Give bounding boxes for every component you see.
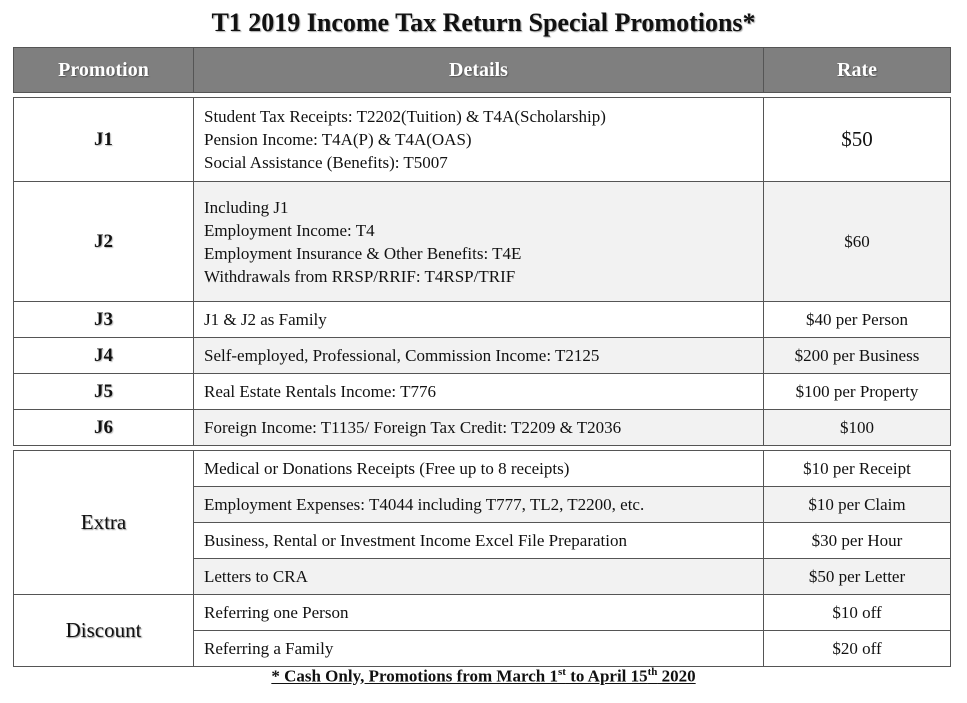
discount-rate: $20 off: [764, 631, 951, 667]
promo-rate: $200 per Business: [764, 338, 951, 374]
table-row-j3: [14, 302, 951, 338]
promo-code: J3: [14, 302, 194, 338]
promo-rate: $100 per Property: [764, 374, 951, 410]
promo-code: J6: [14, 410, 194, 446]
discount-detail: Referring a Family: [194, 631, 764, 667]
promo-details: Real Estate Rentals Income: T776: [194, 374, 764, 410]
table-row-j5: [14, 374, 951, 410]
detail-line: Employment Income: T4: [204, 220, 375, 240]
discount-label: Discount: [14, 595, 194, 667]
promo-rate: $100: [764, 410, 951, 446]
footnote-sup-th: th: [647, 666, 658, 678]
promo-code: J4: [14, 338, 194, 374]
promotions-table: [13, 47, 951, 667]
table-row-discount: [14, 595, 951, 631]
extra-label: Extra: [14, 451, 194, 595]
table-header-row: [14, 48, 951, 93]
promo-code: J1: [14, 98, 194, 182]
detail-line: Including J1: [204, 197, 289, 217]
extra-detail: Medical or Donations Receipts (Free up to 8 receipts): [194, 451, 764, 487]
promo-details: [194, 182, 764, 302]
promo-code: J5: [14, 374, 194, 410]
detail-line: Employment Insurance & Other Benefits: T4E: [204, 243, 522, 263]
header-details: Details: [194, 48, 764, 93]
footnote-prefix: * Cash Only, Promotions from March 1: [271, 666, 558, 686]
footnote: [0, 666, 967, 687]
header-promotion: Promotion: [14, 48, 194, 93]
promo-rate: $40 per Person: [764, 302, 951, 338]
extra-rate: $30 per Hour: [764, 523, 951, 559]
promo-details: Self-employed, Professional, Commission Income: T2125: [194, 338, 764, 374]
promo-rate: $50: [764, 98, 951, 182]
detail-line: Student Tax Receipts: T2202(Tuition) & T4A(Scholarship): [204, 107, 606, 126]
promo-rate: $60: [764, 182, 951, 302]
promo-details: Foreign Income: T1135/ Foreign Tax Credit: T2209 & T2036: [194, 410, 764, 446]
detail-line: Social Assistance (Benefits): T5007: [204, 153, 448, 172]
discount-detail: Referring one Person: [194, 595, 764, 631]
promo-details: [194, 98, 764, 182]
extra-rate: $10 per Claim: [764, 487, 951, 523]
table-row-j6: [14, 410, 951, 446]
detail-line: Withdrawals from RRSP/RRIF: T4RSP/TRIF: [204, 266, 516, 286]
table-row-j1: [14, 98, 951, 182]
detail-line: Pension Income: T4A(P) & T4A(OAS): [204, 130, 472, 149]
table-row-j4: [14, 338, 951, 374]
table-row-j2: [14, 182, 951, 302]
promo-code: J2: [14, 182, 194, 302]
footnote-suffix: 2020: [657, 666, 696, 686]
footnote-sup-st: st: [557, 666, 566, 678]
footnote-middle: to April 15: [565, 666, 648, 686]
extra-rate: $10 per Receipt: [764, 451, 951, 487]
discount-rate: $10 off: [764, 595, 951, 631]
page-title: T1 2019 Income Tax Return Special Promotions*: [211, 8, 756, 37]
header-rate: Rate: [764, 48, 951, 93]
extra-rate: $50 per Letter: [764, 559, 951, 595]
extra-detail: Business, Rental or Investment Income Excel File Preparation: [194, 523, 764, 559]
table-row-extra: [14, 451, 951, 487]
extra-detail: Letters to CRA: [194, 559, 764, 595]
extra-detail: Employment Expenses: T4044 including T777, TL2, T2200, etc.: [194, 487, 764, 523]
promo-details: J1 & J2 as Family: [194, 302, 764, 338]
